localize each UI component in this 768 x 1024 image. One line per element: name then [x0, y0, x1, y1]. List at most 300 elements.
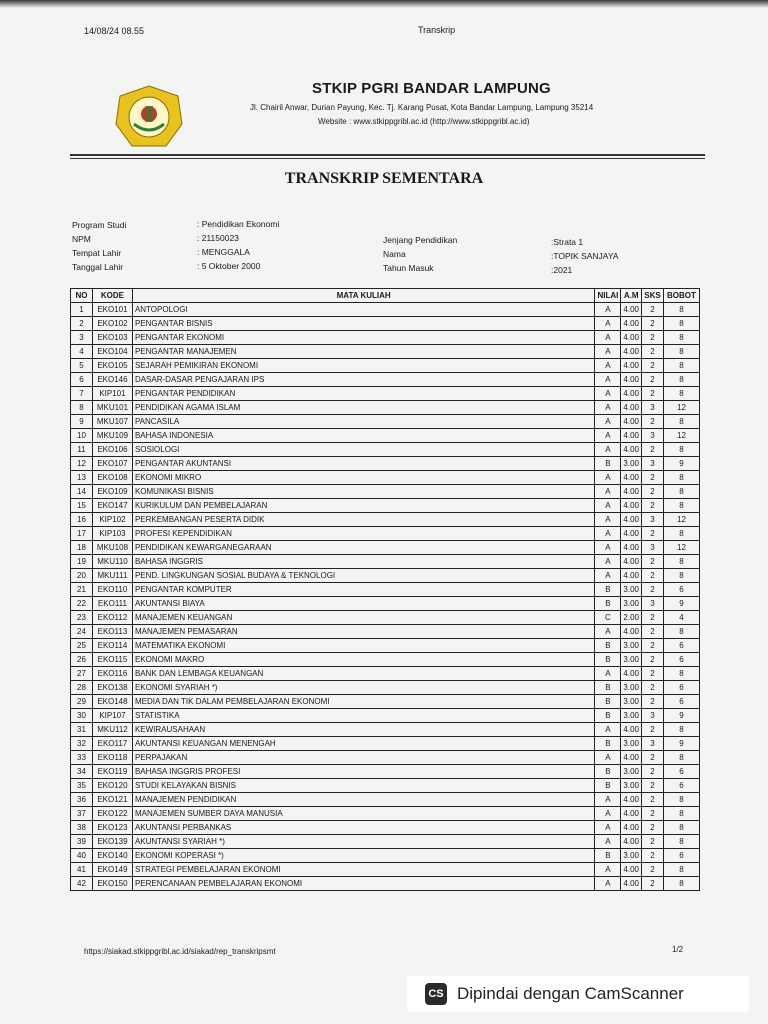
table-row	[71, 555, 700, 569]
cell-no: 34	[71, 765, 93, 779]
cell-kode: MKU110	[92, 555, 132, 569]
cell-nilai: B	[595, 597, 621, 611]
cell-kode: MKU112	[92, 723, 132, 737]
cell-nilai: B	[595, 583, 621, 597]
cell-no: 32	[71, 737, 93, 751]
value-program-studi: : Pendidikan Ekonomi	[197, 219, 280, 229]
cell-bobot: 8	[663, 751, 699, 765]
cell-no: 17	[71, 527, 93, 541]
cell-am: 4.00	[621, 331, 642, 345]
cell-bobot: 8	[663, 303, 699, 317]
cell-no: 15	[71, 499, 93, 513]
cell-no: 12	[71, 457, 93, 471]
cell-no: 38	[71, 821, 93, 835]
table-row	[71, 597, 700, 611]
cell-bobot: 8	[663, 485, 699, 499]
cell-nilai: A	[595, 821, 621, 835]
cell-no: 3	[71, 331, 93, 345]
cell-am: 2.00	[621, 611, 642, 625]
cell-sks: 3	[641, 709, 663, 723]
table-row	[71, 331, 700, 345]
cell-nilai: A	[595, 401, 621, 415]
cell-sks: 2	[641, 555, 663, 569]
cell-am: 4.00	[621, 415, 642, 429]
cell-kode: EKO123	[92, 821, 132, 835]
table-row	[71, 317, 700, 331]
table-row	[71, 779, 700, 793]
cell-am: 4.00	[621, 443, 642, 457]
cell-bobot: 6	[663, 583, 699, 597]
stkip-pgri-logo-icon	[114, 84, 184, 150]
cell-am: 3.00	[621, 597, 642, 611]
cell-no: 42	[71, 877, 93, 891]
table-row	[71, 457, 700, 471]
table-row	[71, 373, 700, 387]
cell-bobot: 6	[663, 849, 699, 863]
cell-sks: 2	[641, 779, 663, 793]
cell-bobot: 4	[663, 611, 699, 625]
cell-nilai: A	[595, 569, 621, 583]
cell-nilai: A	[595, 751, 621, 765]
cell-sks: 2	[641, 793, 663, 807]
table-row	[71, 807, 700, 821]
cell-nilai: A	[595, 541, 621, 555]
cell-sks: 2	[641, 331, 663, 345]
cell-am: 4.00	[621, 877, 642, 891]
cell-sks: 3	[641, 541, 663, 555]
cell-sks: 2	[641, 317, 663, 331]
cell-nilai: A	[595, 513, 621, 527]
cell-mata-kuliah: MANAJEMEN PENDIDIKAN	[132, 793, 594, 807]
cell-bobot: 8	[663, 863, 699, 877]
cell-sks: 2	[641, 583, 663, 597]
cell-no: 20	[71, 569, 93, 583]
table-row	[71, 499, 700, 513]
cell-am: 4.00	[621, 429, 642, 443]
table-row	[71, 695, 700, 709]
cell-am: 3.00	[621, 765, 642, 779]
cell-mata-kuliah: MANAJEMEN SUMBER DAYA MANUSIA	[132, 807, 594, 821]
label-tahun-masuk: Tahun Masuk	[383, 263, 434, 273]
cell-sks: 2	[641, 863, 663, 877]
cell-mata-kuliah: AKUNTANSI KEUANGAN MENENGAH	[132, 737, 594, 751]
cell-mata-kuliah: SOSIOLOGI	[132, 443, 594, 457]
table-row	[71, 793, 700, 807]
cell-no: 5	[71, 359, 93, 373]
cell-mata-kuliah: PERENCANAAN PEMBELAJARAN EKONOMI	[132, 877, 594, 891]
cell-bobot: 9	[663, 597, 699, 611]
cell-am: 3.00	[621, 709, 642, 723]
cell-no: 18	[71, 541, 93, 555]
cell-no: 26	[71, 653, 93, 667]
header-am: A.M	[621, 289, 642, 303]
cell-sks: 2	[641, 569, 663, 583]
cell-kode: EKO103	[92, 331, 132, 345]
cell-sks: 2	[641, 443, 663, 457]
cell-am: 4.00	[621, 807, 642, 821]
table-row	[71, 471, 700, 485]
cell-nilai: A	[595, 443, 621, 457]
value-nama: :TOPIK SANJAYA	[551, 251, 619, 261]
cell-sks: 2	[641, 387, 663, 401]
cell-sks: 2	[641, 373, 663, 387]
cell-mata-kuliah: KOMUNIKASI BISNIS	[132, 485, 594, 499]
cell-am: 4.00	[621, 555, 642, 569]
table-row	[71, 429, 700, 443]
cell-kode: EKO120	[92, 779, 132, 793]
cell-mata-kuliah: PENGANTAR BISNIS	[132, 317, 594, 331]
cell-am: 4.00	[621, 359, 642, 373]
cell-sks: 2	[641, 359, 663, 373]
cell-nilai: A	[595, 793, 621, 807]
cell-no: 2	[71, 317, 93, 331]
footer-url: https://siakad.stkippgribl.ac.id/siakad/rep_transkripsmt	[84, 947, 276, 956]
cell-bobot: 9	[663, 737, 699, 751]
cell-no: 24	[71, 625, 93, 639]
table-row	[71, 821, 700, 835]
cell-bobot: 9	[663, 709, 699, 723]
cell-no: 41	[71, 863, 93, 877]
cell-nilai: A	[595, 429, 621, 443]
cell-am: 4.00	[621, 541, 642, 555]
table-row	[71, 625, 700, 639]
label-npm: NPM	[72, 234, 91, 244]
cell-mata-kuliah: MANAJEMEN KEUANGAN	[132, 611, 594, 625]
cell-kode: EKO101	[92, 303, 132, 317]
cell-am: 4.00	[621, 751, 642, 765]
cell-kode: EKO119	[92, 765, 132, 779]
value-jenjang-pendidikan: :Strata 1	[551, 237, 584, 247]
cell-no: 10	[71, 429, 93, 443]
cell-mata-kuliah: MATEMATIKA EKONOMI	[132, 639, 594, 653]
camscanner-watermark	[407, 976, 749, 1012]
label-jenjang-pendidikan: Jenjang Pendidikan	[383, 235, 458, 245]
cell-nilai: B	[595, 765, 621, 779]
cell-mata-kuliah: BANK DAN LEMBAGA KEUANGAN	[132, 667, 594, 681]
label-tanggal-lahir: Tanggal Lahir	[72, 262, 124, 272]
cell-mata-kuliah: PENDIDIKAN KEWARGANEGARAAN	[132, 541, 594, 555]
print-date: 14/08/24 08.55	[84, 26, 145, 36]
table-row	[71, 611, 700, 625]
table-row	[71, 303, 700, 317]
cell-sks: 2	[641, 527, 663, 541]
cell-kode: EKO108	[92, 471, 132, 485]
cell-bobot: 6	[663, 695, 699, 709]
cell-mata-kuliah: PENGANTAR KOMPUTER	[132, 583, 594, 597]
cell-nilai: A	[595, 303, 621, 317]
cell-nilai: B	[595, 737, 621, 751]
cell-am: 4.00	[621, 485, 642, 499]
cell-nilai: B	[595, 709, 621, 723]
cell-no: 37	[71, 807, 93, 821]
cell-sks: 2	[641, 765, 663, 779]
cell-nilai: A	[595, 345, 621, 359]
cell-kode: EKO122	[92, 807, 132, 821]
cell-am: 3.00	[621, 737, 642, 751]
cell-mata-kuliah: BAHASA INGGRIS PROFESI	[132, 765, 594, 779]
cell-nilai: A	[595, 625, 621, 639]
table-body	[71, 303, 700, 891]
cell-mata-kuliah: STUDI KELAYAKAN BISNIS	[132, 779, 594, 793]
cell-no: 19	[71, 555, 93, 569]
cell-am: 4.00	[621, 345, 642, 359]
cell-am: 3.00	[621, 639, 642, 653]
table-row	[71, 401, 700, 415]
cell-nilai: A	[595, 499, 621, 513]
cell-am: 3.00	[621, 457, 642, 471]
cell-nilai: A	[595, 485, 621, 499]
cell-bobot: 9	[663, 457, 699, 471]
cell-kode: KIP107	[92, 709, 132, 723]
table-header-row	[71, 289, 700, 303]
cell-nilai: A	[595, 877, 621, 891]
table-row	[71, 877, 700, 891]
cell-am: 3.00	[621, 583, 642, 597]
cell-am: 4.00	[621, 401, 642, 415]
value-tahun-masuk: :2021	[551, 265, 573, 275]
cell-no: 27	[71, 667, 93, 681]
cell-nilai: A	[595, 415, 621, 429]
cell-sks: 3	[641, 513, 663, 527]
cell-kode: EKO112	[92, 611, 132, 625]
page-number: 1/2	[672, 945, 684, 954]
cell-no: 13	[71, 471, 93, 485]
cell-kode: MKU107	[92, 415, 132, 429]
cell-mata-kuliah: EKONOMI SYARIAH *)	[132, 681, 594, 695]
cell-bobot: 8	[663, 555, 699, 569]
cell-am: 4.00	[621, 373, 642, 387]
header-bobot: BOBOT	[663, 289, 699, 303]
cell-mata-kuliah: AKUNTANSI BIAYA	[132, 597, 594, 611]
cell-kode: KIP101	[92, 387, 132, 401]
cell-kode: EKO117	[92, 737, 132, 751]
cell-sks: 2	[641, 611, 663, 625]
cell-bobot: 12	[663, 401, 699, 415]
cell-nilai: A	[595, 863, 621, 877]
table-row	[71, 527, 700, 541]
cell-sks: 2	[641, 877, 663, 891]
cell-sks: 2	[641, 723, 663, 737]
cell-kode: EKO148	[92, 695, 132, 709]
header-divider-thin	[70, 158, 705, 159]
header-no: NO	[71, 289, 93, 303]
table-row	[71, 849, 700, 863]
cell-bobot: 8	[663, 317, 699, 331]
table-row	[71, 751, 700, 765]
cell-kode: EKO105	[92, 359, 132, 373]
cell-am: 4.00	[621, 723, 642, 737]
cell-kode: EKO147	[92, 499, 132, 513]
cell-mata-kuliah: PANCASILA	[132, 415, 594, 429]
cell-bobot: 8	[663, 415, 699, 429]
label-tempat-lahir: Tempat Lahir	[72, 248, 122, 258]
cell-mata-kuliah: AKUNTANSI PERBANKAS	[132, 821, 594, 835]
cell-mata-kuliah: KURIKULUM DAN PEMBELAJARAN	[132, 499, 594, 513]
header-kode: KODE	[92, 289, 132, 303]
table-row	[71, 765, 700, 779]
label-program-studi: Program Studi	[72, 220, 127, 230]
cell-mata-kuliah: BAHASA INDONESIA	[132, 429, 594, 443]
cell-sks: 2	[641, 653, 663, 667]
cell-sks: 2	[641, 751, 663, 765]
cell-sks: 2	[641, 303, 663, 317]
cell-sks: 2	[641, 849, 663, 863]
cell-sks: 2	[641, 499, 663, 513]
table-row	[71, 723, 700, 737]
cell-kode: EKO150	[92, 877, 132, 891]
cell-no: 25	[71, 639, 93, 653]
value-tanggal-lahir: : 5 Oktober 2000	[197, 261, 261, 271]
cell-nilai: A	[595, 723, 621, 737]
cell-mata-kuliah: EKONOMI KOPERASI *)	[132, 849, 594, 863]
table-row	[71, 653, 700, 667]
cell-kode: EKO139	[92, 835, 132, 849]
cell-no: 7	[71, 387, 93, 401]
cell-am: 3.00	[621, 695, 642, 709]
cell-sks: 2	[641, 667, 663, 681]
cell-bobot: 8	[663, 527, 699, 541]
cell-bobot: 8	[663, 331, 699, 345]
cell-mata-kuliah: AKUNTANSI SYARIAH *)	[132, 835, 594, 849]
cell-nilai: A	[595, 331, 621, 345]
cell-mata-kuliah: BAHASA INGGRIS	[132, 555, 594, 569]
cell-kode: EKO114	[92, 639, 132, 653]
cell-kode: MKU108	[92, 541, 132, 555]
cell-bobot: 12	[663, 513, 699, 527]
cell-sks: 3	[641, 401, 663, 415]
value-tempat-lahir: : MENGGALA	[197, 247, 250, 257]
cell-am: 4.00	[621, 821, 642, 835]
cell-bobot: 6	[663, 653, 699, 667]
cell-bobot: 8	[663, 793, 699, 807]
cell-nilai: B	[595, 681, 621, 695]
cell-nilai: A	[595, 667, 621, 681]
cell-am: 4.00	[621, 471, 642, 485]
cell-nilai: A	[595, 807, 621, 821]
cell-am: 4.00	[621, 513, 642, 527]
cell-no: 22	[71, 597, 93, 611]
cell-mata-kuliah: PEND. LINGKUNGAN SOSIAL BUDAYA & TEKNOLOGI	[132, 569, 594, 583]
cell-bobot: 6	[663, 639, 699, 653]
cell-sks: 2	[641, 485, 663, 499]
institution-address: Jl. Chairil Anwar, Durian Payung, Kec. Tj. Karang Pusat, Kota Bandar Lampung, Lampung 35214	[250, 103, 594, 112]
cell-mata-kuliah: DASAR-DASAR PENGAJARAN IPS	[132, 373, 594, 387]
cell-mata-kuliah: PERPAJAKAN	[132, 751, 594, 765]
cell-kode: EKO116	[92, 667, 132, 681]
camscanner-icon: CS	[425, 983, 447, 1005]
cell-mata-kuliah: STATISTIKA	[132, 709, 594, 723]
header-nilai: NILAI	[595, 289, 621, 303]
cell-kode: MKU109	[92, 429, 132, 443]
table-row	[71, 583, 700, 597]
cell-mata-kuliah: SEJARAH PEMIKIRAN EKONOMI	[132, 359, 594, 373]
cell-sks: 2	[641, 415, 663, 429]
cell-mata-kuliah: ANTOPOLOGI	[132, 303, 594, 317]
cell-am: 4.00	[621, 863, 642, 877]
cell-kode: EKO146	[92, 373, 132, 387]
cell-kode: EKO107	[92, 457, 132, 471]
table-row	[71, 569, 700, 583]
cell-mata-kuliah: PENGANTAR PENDIDIKAN	[132, 387, 594, 401]
header-sks: SKS	[641, 289, 663, 303]
cell-kode: EKO102	[92, 317, 132, 331]
cell-bobot: 8	[663, 877, 699, 891]
cell-mata-kuliah: PROFESI KEPENDIDIKAN	[132, 527, 594, 541]
cell-bobot: 6	[663, 779, 699, 793]
cell-no: 30	[71, 709, 93, 723]
cell-nilai: A	[595, 527, 621, 541]
cell-kode: EKO115	[92, 653, 132, 667]
cell-nilai: B	[595, 849, 621, 863]
cell-bobot: 8	[663, 499, 699, 513]
cell-am: 4.00	[621, 527, 642, 541]
cell-bobot: 8	[663, 471, 699, 485]
cell-mata-kuliah: MEDIA DAN TIK DALAM PEMBELAJARAN EKONOMI	[132, 695, 594, 709]
cell-nilai: B	[595, 653, 621, 667]
table-row	[71, 681, 700, 695]
cell-sks: 2	[641, 681, 663, 695]
cell-sks: 2	[641, 695, 663, 709]
table-row	[71, 485, 700, 499]
cell-no: 28	[71, 681, 93, 695]
cell-kode: EKO109	[92, 485, 132, 499]
cell-bobot: 12	[663, 541, 699, 555]
cell-no: 8	[71, 401, 93, 415]
cell-no: 40	[71, 849, 93, 863]
cell-kode: EKO110	[92, 583, 132, 597]
cell-am: 4.00	[621, 499, 642, 513]
cell-nilai: A	[595, 471, 621, 485]
cell-nilai: A	[595, 317, 621, 331]
table-row	[71, 639, 700, 653]
cell-bobot: 8	[663, 835, 699, 849]
cell-bobot: 8	[663, 569, 699, 583]
cell-nilai: C	[595, 611, 621, 625]
cell-sks: 3	[641, 429, 663, 443]
cell-kode: KIP102	[92, 513, 132, 527]
header-divider	[70, 154, 705, 156]
cell-mata-kuliah: STRATEGI PEMBELAJARAN EKONOMI	[132, 863, 594, 877]
cell-am: 4.00	[621, 387, 642, 401]
camscanner-label: Dipindai dengan CamScanner	[457, 984, 684, 1003]
cell-am: 3.00	[621, 779, 642, 793]
cell-no: 21	[71, 583, 93, 597]
cell-bobot: 8	[663, 667, 699, 681]
cell-bobot: 8	[663, 807, 699, 821]
cell-mata-kuliah: MANAJEMEN PEMASARAN	[132, 625, 594, 639]
cell-sks: 2	[641, 625, 663, 639]
cell-nilai: A	[595, 359, 621, 373]
cell-bobot: 8	[663, 387, 699, 401]
cell-sks: 2	[641, 835, 663, 849]
table-row	[71, 443, 700, 457]
table-row	[71, 863, 700, 877]
cell-no: 11	[71, 443, 93, 457]
cell-kode: MKU101	[92, 401, 132, 415]
cell-am: 3.00	[621, 681, 642, 695]
cell-mata-kuliah: EKONOMI MAKRO	[132, 653, 594, 667]
cell-no: 1	[71, 303, 93, 317]
cell-nilai: B	[595, 457, 621, 471]
document-title: TRANSKRIP SEMENTARA	[284, 170, 484, 187]
cell-kode: EKO106	[92, 443, 132, 457]
cell-no: 14	[71, 485, 93, 499]
scan-top-edge	[0, 0, 768, 8]
cell-mata-kuliah: PENGANTAR MANAJEMEN	[132, 345, 594, 359]
cell-nilai: B	[595, 695, 621, 709]
cell-am: 4.00	[621, 793, 642, 807]
cell-bobot: 6	[663, 765, 699, 779]
